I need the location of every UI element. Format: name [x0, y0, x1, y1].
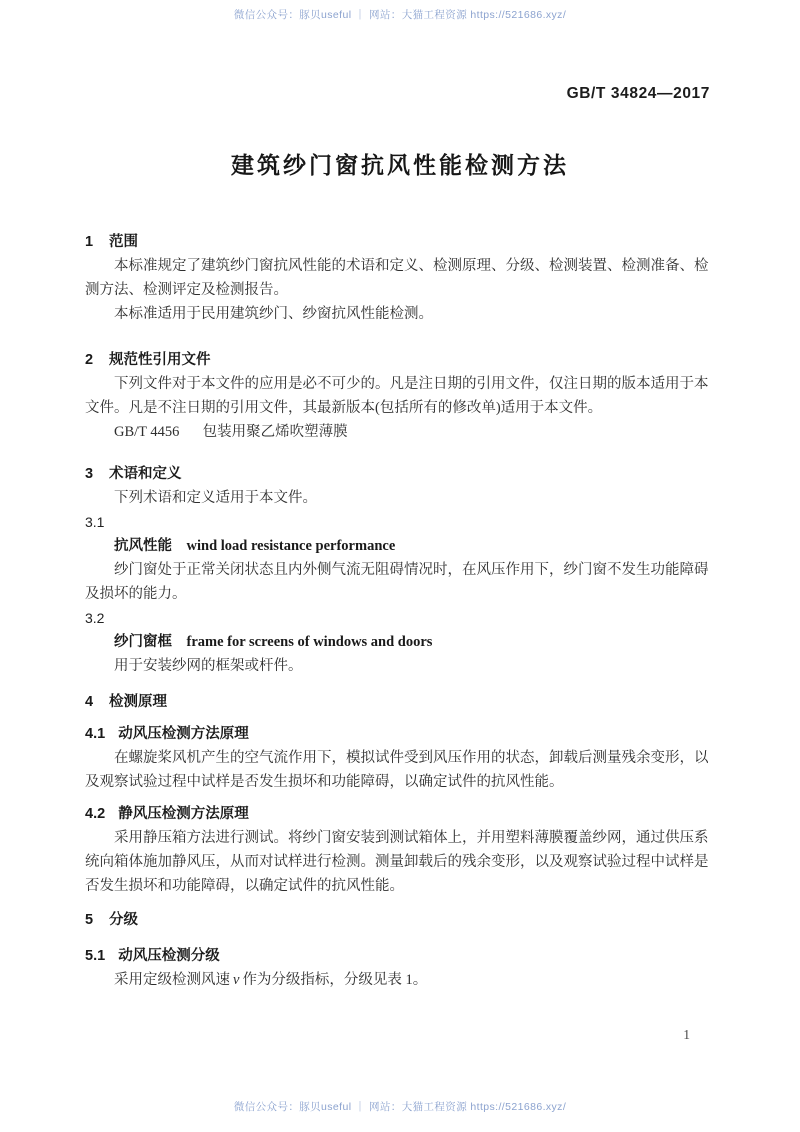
term-3-2-definition: 用于安装纱网的框架或杆件。 — [114, 658, 303, 674]
document-title: 建筑纱门窗抗风性能检测方法 — [231, 152, 569, 178]
section-4-2-heading — [85, 802, 717, 826]
page-number: 1 — [683, 1027, 690, 1042]
document-body — [85, 230, 717, 992]
section-5-1-number: 5.1 — [85, 948, 106, 964]
section-4-title: 检测原理 — [109, 694, 168, 710]
section-5-1-text-after: 作为分级指标，分级见表 1。 — [242, 972, 428, 988]
section-1-number: 1 — [85, 234, 94, 250]
section-2-paragraph-1: 下列文件对于本文件的应用是必不可少的。凡是注日期的引用文件，仅注日期的版本适用于本文件。凡是不注日期的引用文件，其最新版本(包括所有的修改单)适用于本文件。 — [85, 376, 709, 416]
section-2-heading — [85, 348, 717, 372]
section-2-number: 2 — [85, 352, 94, 368]
section-5-1-paragraph — [85, 968, 717, 992]
term-3-1-english: wind load resistance performance — [186, 538, 396, 554]
term-3-2-chinese: 纱门窗框 — [114, 634, 172, 650]
section-3-number: 3 — [85, 466, 94, 482]
section-4-1-paragraph: 在螺旋桨风机产生的空气流作用下，模拟试件受到风压作用的状态，卸载后测量残余变形，以及观察试验过程中试样是否发生损坏和功能障碍，以确定试件的抗风性能。 — [85, 750, 709, 790]
section-4-1-heading — [85, 722, 717, 746]
section-1-title: 范围 — [109, 234, 139, 250]
term-3-1-definition: 纱门窗处于正常关闭状态且内外侧气流无阻碍情况时，在风压作用下，纱门窗不发生功能障碍及损坏的能力。 — [85, 562, 709, 602]
section-2-title: 规范性引用文件 — [109, 352, 211, 368]
section-1-paragraph-2: 本标准适用于民用建筑纱门、纱窗抗风性能检测。 — [114, 306, 433, 322]
section-5-1-heading — [85, 944, 717, 968]
section-5-number: 5 — [85, 912, 94, 928]
section-4-2-paragraph: 采用静压箱方法进行测试。将纱门窗安装到测试箱体上，并用塑料薄膜覆盖纱网，通过供压系统向箱体施加静风压，从而对试样进行检测。测量卸载后的残余变形，以及观察试验过程中试样是否发生损坏和功能障碍，以确定试件的抗风性能。 — [85, 830, 709, 894]
section-4-1-title: 动风压检测方法原理 — [118, 726, 249, 742]
section-3-heading — [85, 462, 717, 486]
wind-speed-variable: v — [233, 972, 240, 988]
standard-code: GB/T 34824—2017 — [566, 85, 710, 102]
section-3-intro: 下列术语和定义适用于本文件。 — [114, 490, 317, 506]
term-3-2-heading — [114, 630, 717, 654]
section-4-2-number: 4.2 — [85, 806, 106, 822]
section-4-heading — [85, 690, 717, 714]
section-5-1-title: 动风压检测分级 — [118, 948, 220, 964]
section-4-1-number: 4.1 — [85, 726, 106, 742]
term-3-2-number: 3.2 — [85, 610, 105, 626]
reference-code: GB/T 4456 — [114, 424, 180, 440]
reference-title: 包装用聚乙烯吹塑薄膜 — [202, 424, 348, 440]
section-5-1-text-before: 采用定级检测风速 — [114, 972, 230, 988]
term-3-1-heading — [114, 534, 717, 558]
term-3-1-number: 3.1 — [85, 514, 105, 530]
section-1-paragraph-1: 本标准规定了建筑纱门窗抗风性能的术语和定义、检测原理、分级、检测装置、检测准备、检测方法、检测评定及检测报告。 — [85, 258, 709, 298]
watermark-bottom: 微信公众号：豚贝useful ｜ 网站：大猫工程资源 https://521686.xyz/ — [233, 1101, 567, 1113]
section-4-number: 4 — [85, 694, 94, 710]
section-5-title: 分级 — [109, 912, 139, 928]
normative-reference — [114, 420, 717, 444]
section-1-heading — [85, 230, 717, 254]
watermark-top: 微信公众号：豚贝useful ｜ 网站：大猫工程资源 https://521686.xyz/ — [233, 9, 567, 21]
section-5-heading — [85, 908, 717, 932]
section-4-2-title: 静风压检测方法原理 — [118, 806, 249, 822]
section-3-title: 术语和定义 — [109, 466, 182, 482]
term-3-1-chinese: 抗风性能 — [114, 538, 172, 554]
term-3-2-english: frame for screens of windows and doors — [186, 634, 433, 650]
